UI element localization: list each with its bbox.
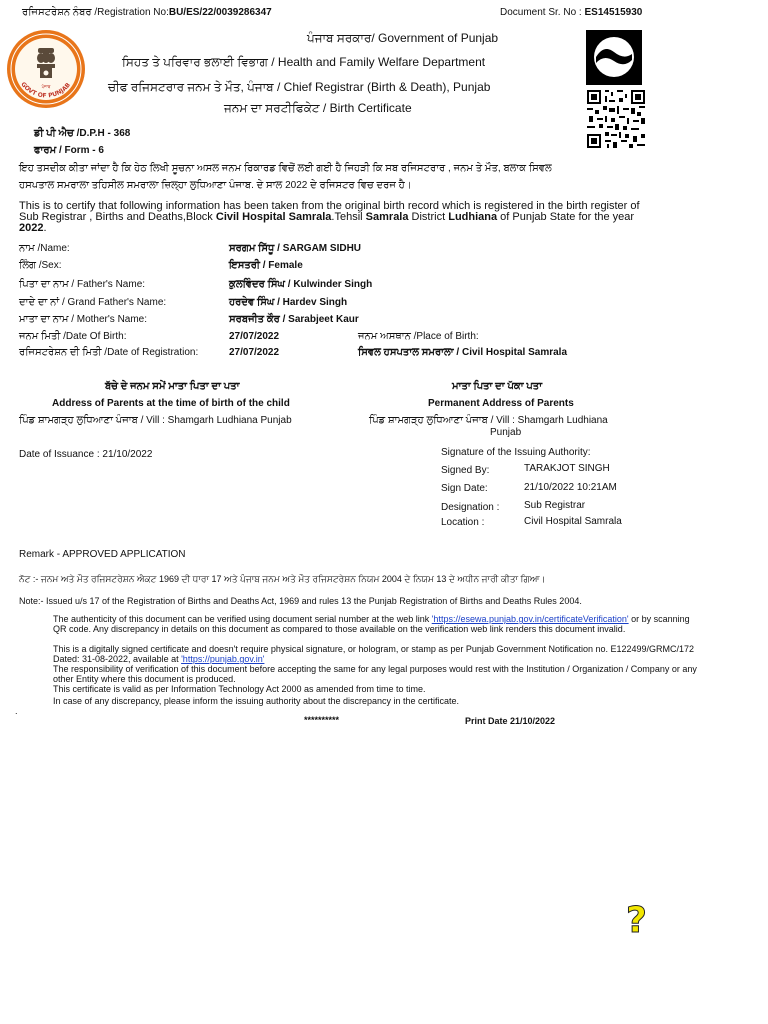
place-of-birth-value: ਸਿਵਲ ਹਸਪਤਾਲ ਸਮਰਾਲਾ / Civil Hospital Samrala bbox=[358, 347, 568, 358]
qr-code[interactable] bbox=[585, 88, 647, 150]
name-value: ਸਰਗਮ ਸਿੱਧੂ / SARGAM SIDHU bbox=[229, 243, 362, 254]
header-line-chief-registrar: ਚੀਫ ਰਜਿਸਟਰਾਰ ਜਨਮ ਤੇ ਮੌਤ, ਪੰਜਾਬ / Chief Registrar (Birth & Death), Punjab bbox=[108, 80, 491, 94]
sex-label: ਲਿੰਗ /Sex: bbox=[19, 260, 62, 271]
registration-no-value: BU/ES/22/0039286347 bbox=[168, 7, 272, 18]
print-date: Print Date 21/10/2022 bbox=[465, 716, 556, 726]
registration-no-label: ਰਜਿਸਟਰੇਸ਼ਨ ਨੰਬਰ /Registration No: bbox=[22, 7, 169, 18]
page-title: ਜਨਮ ਦਾ ਸਰਟੀਫਿਕੇਟ / Birth Certificate bbox=[224, 101, 412, 115]
intro-text-2: .Tehsil bbox=[331, 211, 366, 223]
document-serial bbox=[500, 7, 642, 18]
registration-date-label: ਰਜਿਸਟਰੇਸ਼ਨ ਦੀ ਮਿਤੀ /Date of Registration: bbox=[19, 347, 199, 358]
disclaimer-it-act: This certificate is valid as per Information Technology Act 2000 as amended from time to time. bbox=[53, 684, 426, 694]
intro-text-3: District bbox=[408, 211, 449, 223]
header-line-department: ਸਿਹਤ ਤੇ ਪਰਿਵਾਰ ਭਲਾਈ ਵਿਭਾਗ / Health and Family Welfare Department bbox=[122, 55, 486, 69]
designation-label: Designation : bbox=[441, 502, 500, 513]
address-at-birth-title-punjabi: ਬੱਚੇ ਦੇ ਜਨਮ ਸਮੇਂ ਮਾਤਾ ਪਿਤਾ ਦਾ ਪਤਾ bbox=[105, 381, 240, 392]
dob-value: 27/07/2022 bbox=[229, 331, 280, 342]
dph-number: ਡੀ ਪੀ ਐਚ /D.P.H - 368 bbox=[34, 128, 131, 139]
svg-text:ਪੰਜਾਬ: ਪੰਜਾਬ bbox=[41, 84, 51, 89]
name-label: ਨਾਮ /Name: bbox=[19, 243, 70, 254]
permanent-address-value-line-1: ਪਿੰਡ ਸ਼ਾਮਗੜ੍ਹ ਲੁਧਿਆਣਾ ਪੰਜਾਬ / Vill : Shamgarh Ludhiana bbox=[369, 415, 608, 426]
permanent-address-title: Permanent Address of Parents bbox=[428, 398, 574, 409]
permanent-address-value-line-2: Punjab bbox=[490, 427, 522, 438]
punjab-government-logo bbox=[5, 28, 87, 110]
intro-punjabi-line-2: ਹਸਪਤਾਲ ਸਮਰਾਲਾ ਤਹਿਸੀਲ ਸਮਰਾਲਾ ਜ਼ਿਲ੍ਹਾ ਲੁਧਿਆਣਾ ਪੰਜਾਬ. ਦੇ ਸਾਲ 2022 ਦੇ ਰਜਿਸਟਰ ਵਿਚ ਦਰਜ ਹੈ। bbox=[19, 180, 412, 191]
note-punjabi: ਨੋਟ :- ਜਨਮ ਅਤੇ ਮੌਤ ਰਜਿਸਟਰੇਸ਼ਨ ਐਕਟ 1969 ਦੀ ਧਾਰਾ 17 ਅਤੇ ਪੰਜਾਬ ਜਨਮ ਅਤੇ ਮੌਤ ਰਜਿਸਟਰੇਸ਼ਨ ਨਿਯਮ 2004 ਦੇ ਨਿਯਮ 13 ਦੇ ਅਧੀਨ ਜਾਰੀ ਕੀਤਾ ਗਿਆ। bbox=[19, 574, 546, 584]
sign-date-value: 21/10/2022 10:21AM bbox=[524, 482, 617, 493]
signed-by-value: TARAKJOT SINGH bbox=[524, 463, 610, 474]
dob-label: ਜਨਮ ਮਿਤੀ /Date Of Birth: bbox=[19, 331, 127, 342]
intro-block: Civil Hospital Samrala bbox=[215, 211, 332, 223]
footer-dot: . bbox=[15, 706, 18, 716]
form-number: ਫਾਰਮ / Form - 6 bbox=[34, 145, 104, 156]
location-label: Location : bbox=[441, 517, 485, 528]
intro-punjabi-line-1: ਇਹ ਤਸਦੀਕ ਕੀਤਾ ਜਾਂਦਾ ਹੈ ਕਿ ਹੇਠ ਲਿਖੀ ਸੂਚਨਾ ਅਸਲ ਜਨਮ ਰਿਕਾਰਡ ਵਿਚੋਂ ਲਈ ਗਈ ਹੈ ਜਿਹੜੀ ਕਿ ਸਬ ਰਜਿਸਟਰਾਰ , ਜਨਮ ਤੇ ਮੌਤ, ਬਲਾਕ ਸਿਵਲ bbox=[19, 163, 552, 174]
signed-by-label: Signed By: bbox=[441, 465, 490, 476]
help-question-icon[interactable]: ? bbox=[626, 900, 647, 941]
logo-arc-text: GOVT OF PUNJAB bbox=[19, 80, 73, 100]
end-stars: ********** bbox=[304, 715, 340, 725]
disclaimer-authenticity-text-2: or by scanning QR code. Any discrepancy in details on this document as compared to those available on the verification web link renders this document invalid. bbox=[53, 614, 690, 634]
remark: Remark - APPROVED APPLICATION bbox=[19, 549, 186, 560]
permanent-address-title-punjabi: ਮਾਤਾ ਪਿਤਾ ਦਾ ਪੱਕਾ ਪਤਾ bbox=[452, 381, 543, 392]
address-at-birth-title: Address of Parents at the time of birth of the child bbox=[52, 398, 290, 409]
verification-link[interactable]: 'https://esewa.punjab.gov.in/certificateVerification' bbox=[431, 614, 629, 624]
grandfather-name-label: ਦਾਦੇ ਦਾ ਨਾਂ / Grand Father's Name: bbox=[19, 297, 167, 308]
designation-value: Sub Registrar bbox=[524, 500, 586, 511]
sex-value: ਇਸਤਰੀ / Female bbox=[229, 260, 303, 271]
grandfather-name-value: ਹਰਦੇਵ ਸਿੰਘ / Hardev Singh bbox=[229, 297, 348, 308]
disclaimer-digital-signature-text: This is a digitally signed certificate and doesn't require physical signature, or hologram, or stamp as per Punjab Government Notification no. E122499/GRMC/172 Dated: 31-08-2022, available at bbox=[53, 644, 695, 664]
header-line-government: ਪੰਜਾਬ ਸਰਕਾਰ/ Government of Punjab bbox=[307, 31, 499, 45]
registration-date-value: 27/07/2022 bbox=[229, 347, 280, 358]
note-english: Note:- Issued u/s 17 of the Registration of Births and Deaths Act, 1969 and rules 13 the Punjab Registration of Births and Deaths Rules 2004. bbox=[19, 596, 582, 606]
intro-district: Ludhiana bbox=[448, 211, 498, 223]
father-name-label: ਪਿਤਾ ਦਾ ਨਾਮ / Father's Name: bbox=[19, 279, 146, 290]
date-of-issuance: Date of Issuance : 21/10/2022 bbox=[19, 449, 153, 460]
location-value: Civil Hospital Samrala bbox=[524, 516, 622, 527]
disclaimer-digital-signature bbox=[53, 644, 701, 664]
brand-logo-icon bbox=[586, 30, 642, 85]
address-at-birth-value: ਪਿੰਡ ਸ਼ਾਮਗੜ੍ਹ ਲੁਧਿਆਣਾ ਪੰਜਾਬ / Vill : Shamgarh Ludhiana Punjab bbox=[19, 415, 292, 426]
document-serial-label: Document Sr. No : bbox=[500, 7, 582, 18]
mother-name-value: ਸਰਬਜੀਤ ਕੌਰ / Sarabjeet Kaur bbox=[229, 314, 359, 325]
registration-no bbox=[22, 7, 272, 18]
intro-english bbox=[19, 201, 659, 234]
disclaimer-discrepancy: In case of any discrepancy, please inform the issuing authority about the discrepancy in the certificate. bbox=[53, 696, 460, 706]
intro-text-1: This is to certify that following information has been taken from the original birth record which is registered in the birth register of Sub Registrar , Births and Deaths,Block bbox=[19, 200, 640, 223]
disclaimer-authenticity bbox=[53, 614, 701, 634]
intro-text-5: . bbox=[43, 222, 47, 234]
intro-tehsil: Samrala bbox=[365, 211, 409, 223]
document-serial-value: ES14515930 bbox=[584, 7, 643, 18]
mother-name-label: ਮਾਤਾ ਦਾ ਨਾਮ / Mother's Name: bbox=[19, 314, 148, 325]
place-of-birth-label: ਜਨਮ ਅਸਥਾਨ /Place of Birth: bbox=[358, 331, 479, 342]
intro-year: 2022 bbox=[19, 222, 44, 234]
sign-date-label: Sign Date: bbox=[441, 483, 488, 494]
disclaimer-authenticity-text: The authenticity of this document can be verified using document serial number at the web link bbox=[53, 614, 432, 624]
disclaimer-responsibility: The responsibility of verification of this document before accepting the same for any legal purposes would rest with the Institution / Organization / Company or any other Entity where this document is produced. bbox=[53, 664, 697, 684]
signature-title: Signature of the Issuing Authority: bbox=[441, 447, 591, 458]
intro-text-4: of Punjab State for the year bbox=[497, 211, 635, 223]
father-name-value: ਕੁਲਵਿੰਦਰ ਸਿੰਘ / Kulwinder Singh bbox=[229, 279, 373, 290]
punjab-gov-link[interactable]: 'https://punjab.gov.in' bbox=[181, 654, 265, 664]
